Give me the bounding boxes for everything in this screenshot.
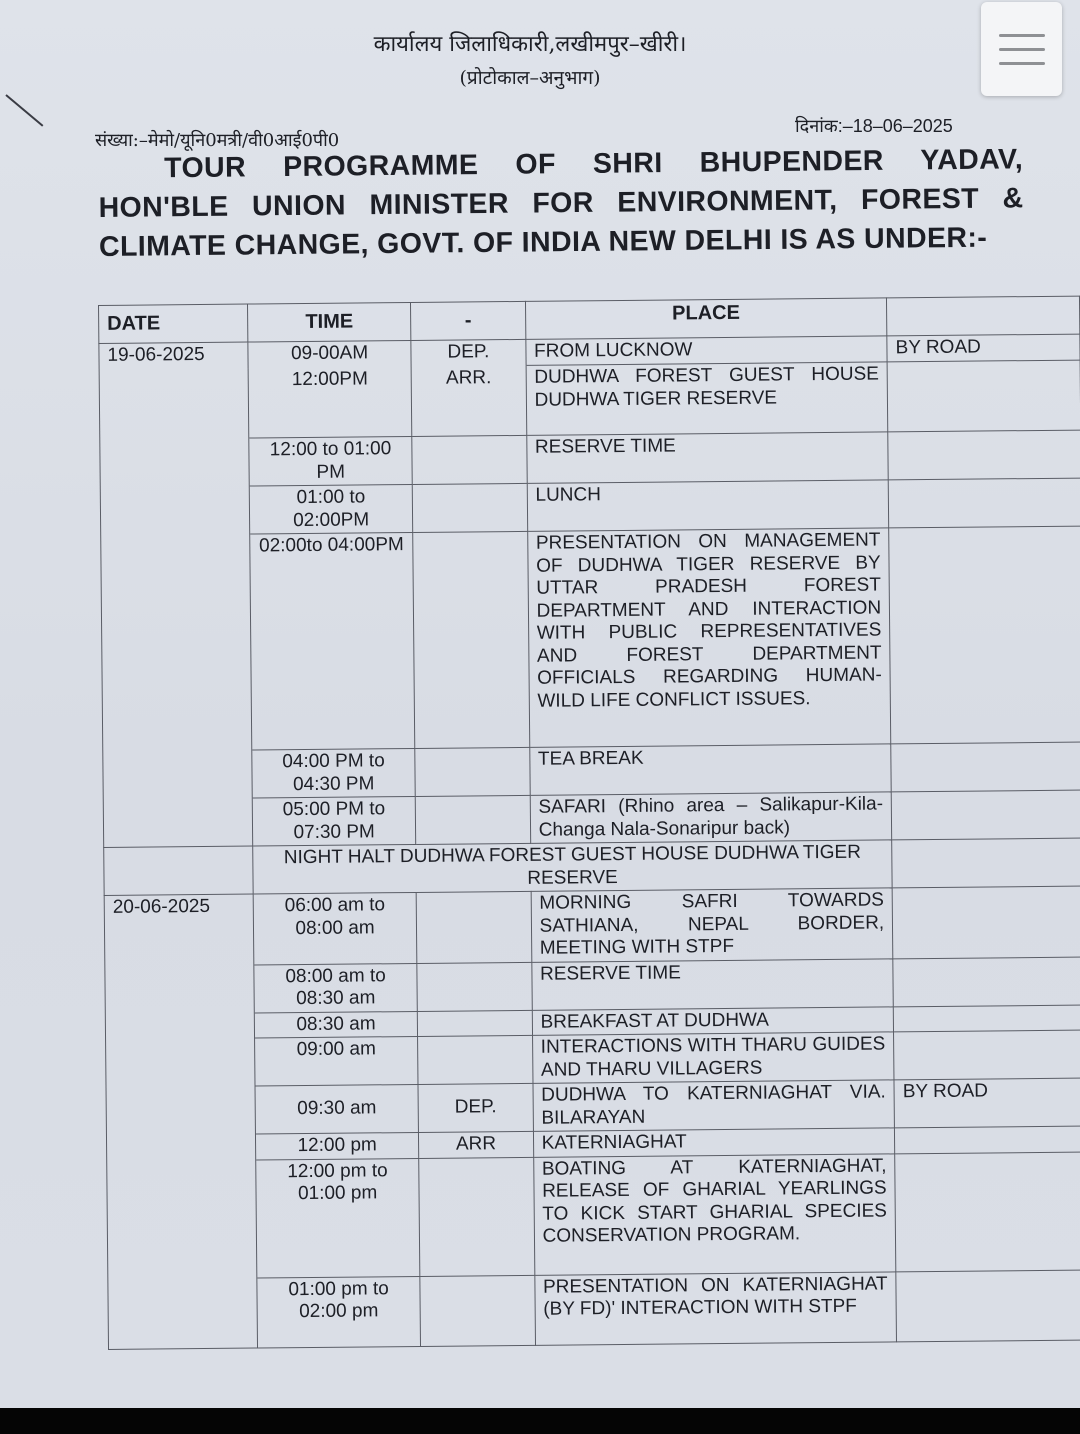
mode-cell (412, 435, 527, 484)
date-cell (107, 1160, 257, 1279)
time-cell: 09-00AM (248, 340, 412, 368)
remark-cell (889, 526, 1080, 744)
time-cell: 08:00 am to 08:30 am (254, 963, 418, 1013)
hamburger-menu-icon[interactable] (981, 2, 1062, 96)
table-row (104, 886, 1080, 966)
mode-cell (417, 962, 532, 1011)
date-cell (106, 1038, 255, 1087)
date-cell (101, 534, 252, 751)
place-cell: PRESENTATION ON KATERNIAGHAT (BY FD)' INTERACTION WITH STPF (534, 1271, 896, 1344)
office-heading: कार्यालय जिलाधिकारी,लखीमपुर–खीरी। (373, 32, 687, 57)
remark-cell (895, 1126, 1080, 1153)
mode-cell: ARR (419, 1131, 534, 1158)
time-cell: 05:00 PM to 07:30 PM (252, 796, 416, 846)
date-cell (100, 438, 249, 487)
date-cell: 19-06-2025 (99, 342, 248, 369)
remark-cell (888, 478, 1080, 528)
column-header-time: TIME (247, 302, 411, 342)
place-cell: DUDHWA TO KATERNIAGHAT VIA. BILARAYAN (533, 1080, 895, 1131)
date-cell: 20-06-2025 (104, 894, 254, 966)
column-header-remark (887, 296, 1080, 336)
mode-cell (415, 747, 530, 796)
table-row (107, 1152, 1080, 1279)
mode-cell (416, 795, 531, 844)
night-halt-cell: NIGHT HALT DUDHWA FOREST GUEST HOUSE DUDHWA TIGER RESERVE (253, 840, 893, 894)
programme-title (98, 140, 1024, 267)
place-cell: MORNING SAFRI TOWARDS SATHIANA, NEPAL BORDER, MEETING WITH STPF (531, 888, 893, 962)
column-header-mode: - (411, 301, 526, 340)
time-cell: 12:00 to 01:00 PM (249, 436, 413, 486)
menu-bar (999, 34, 1045, 37)
menu-bar (999, 62, 1045, 65)
mode-cell (413, 531, 529, 748)
mode-cell: ARR. (411, 365, 526, 436)
date-cell (103, 750, 252, 799)
table-row (99, 360, 1080, 439)
mode-cell: DEP. (418, 1083, 533, 1132)
mode-cell (413, 483, 528, 532)
time-cell: 09:00 am (254, 1036, 418, 1086)
time-cell: 01:00 to 02:00PM (249, 484, 413, 534)
date-cell (100, 486, 249, 535)
place-cell: DUDHWA FOREST GUEST HOUSE DUDHWA TIGER RESERVE (526, 362, 888, 435)
remark-cell (894, 1030, 1080, 1080)
remark-cell (893, 1005, 1080, 1032)
remark-cell (892, 838, 1080, 888)
place-cell: KATERNIAGHAT (533, 1128, 895, 1157)
menu-bar (999, 48, 1045, 51)
date-cell (106, 1086, 255, 1135)
place-cell: INTERACTIONS WITH THARU GUIDES AND THARU VILLAGERS (532, 1032, 894, 1083)
place-cell: RESERVE TIME (526, 432, 888, 483)
date-cell (99, 368, 249, 439)
remark-cell (892, 886, 1080, 958)
remark-cell (891, 790, 1080, 840)
table-row (101, 526, 1080, 751)
place-cell: SAFARI (Rhino area – Salikapur-Kila- Changa Nala-Sonaripur back) (530, 792, 892, 843)
date-cell (105, 1013, 254, 1040)
place-cell: RESERVE TIME (531, 958, 893, 1009)
date-cell (108, 1278, 258, 1349)
time-cell: 06:00 am to 08:00 am (253, 892, 417, 964)
place-cell: PRESENTATION ON MANAGEMENT OF DUDHWA TIGER RESERVE BY UTTAR PRADESH FOREST DEPARTMENT AND INTERACTION WITH PUBLIC REPRESENTATIVES AND FOREST DEPARTMENT OFFICIALS REGARDING HUMAN-WILD LIFE CONFLICT ISSUES. (527, 528, 891, 747)
title-line-2: HON'BLE UNION MINISTER FOR ENVIRONMENT, FOREST & (98, 182, 1024, 224)
place-cell: BREAKFAST AT DUDHWA (532, 1006, 894, 1035)
time-cell: 01:00 pm to 02:00 pm (257, 1276, 421, 1348)
reference-number: संख्या:–मेमो/यूनि0मत्री/वी0आई0पी0 (95, 130, 340, 151)
bottom-navigation-strip (0, 1408, 1080, 1434)
issue-date: दिनांक:–18–06–2025 (795, 116, 953, 136)
tour-schedule-table (98, 296, 1080, 1350)
mode-cell (419, 1157, 534, 1276)
remark-cell (887, 360, 1080, 432)
remark-cell (896, 1270, 1080, 1342)
place-cell: TEA BREAK (529, 744, 891, 795)
mode-cell: DEP. (411, 339, 526, 366)
time-cell: 12:00 pm (255, 1132, 419, 1159)
date-cell (103, 798, 252, 847)
title-line-3: CLIMATE CHANGE, GOVT. OF INDIA NEW DELHI IS AS UNDER:- (98, 221, 988, 263)
time-cell: 09:30 am (255, 1084, 419, 1134)
title-line-1: TOUR PROGRAMME OF SHRI BHUPENDER YADAV, (164, 143, 1024, 185)
remark-cell (888, 430, 1080, 480)
time-cell: 12:00 pm to 01:00 pm (256, 1158, 421, 1278)
time-cell: 04:00 PM to 04:30 PM (252, 748, 416, 798)
place-cell: LUNCH (527, 480, 889, 531)
mode-cell (420, 1275, 535, 1346)
remark-cell: BY ROAD (894, 1078, 1080, 1128)
time-cell: 08:30 am (254, 1011, 418, 1038)
remark-cell (891, 742, 1080, 792)
mode-cell (418, 1010, 533, 1037)
pen-stroke-mark (5, 94, 43, 126)
mode-cell (418, 1035, 533, 1084)
place-cell: FROM LUCKNOW (525, 336, 887, 365)
date-cell (106, 1134, 255, 1161)
section-heading: (प्रोटोकाल–अनुभाग) (459, 67, 601, 89)
remark-cell: BY ROAD (887, 334, 1080, 362)
time-cell: 12:00PM (248, 366, 412, 438)
mode-cell (416, 891, 531, 963)
column-header-date: DATE (99, 304, 248, 343)
column-header-place: PLACE (525, 298, 887, 339)
date-cell (105, 965, 254, 1014)
night-halt-date-cell (104, 846, 253, 895)
time-cell: 02:00to 04:00PM (250, 532, 415, 750)
remark-cell (895, 1152, 1080, 1272)
place-cell: BOATING AT KATERNIAGHAT, RELEASE OF GHARIAL YEARLINGS TO KICK START GHARIAL SPECIES CONSERVATION PROGRAM. (533, 1153, 896, 1274)
remark-cell (893, 957, 1080, 1007)
table-row (108, 1270, 1080, 1349)
